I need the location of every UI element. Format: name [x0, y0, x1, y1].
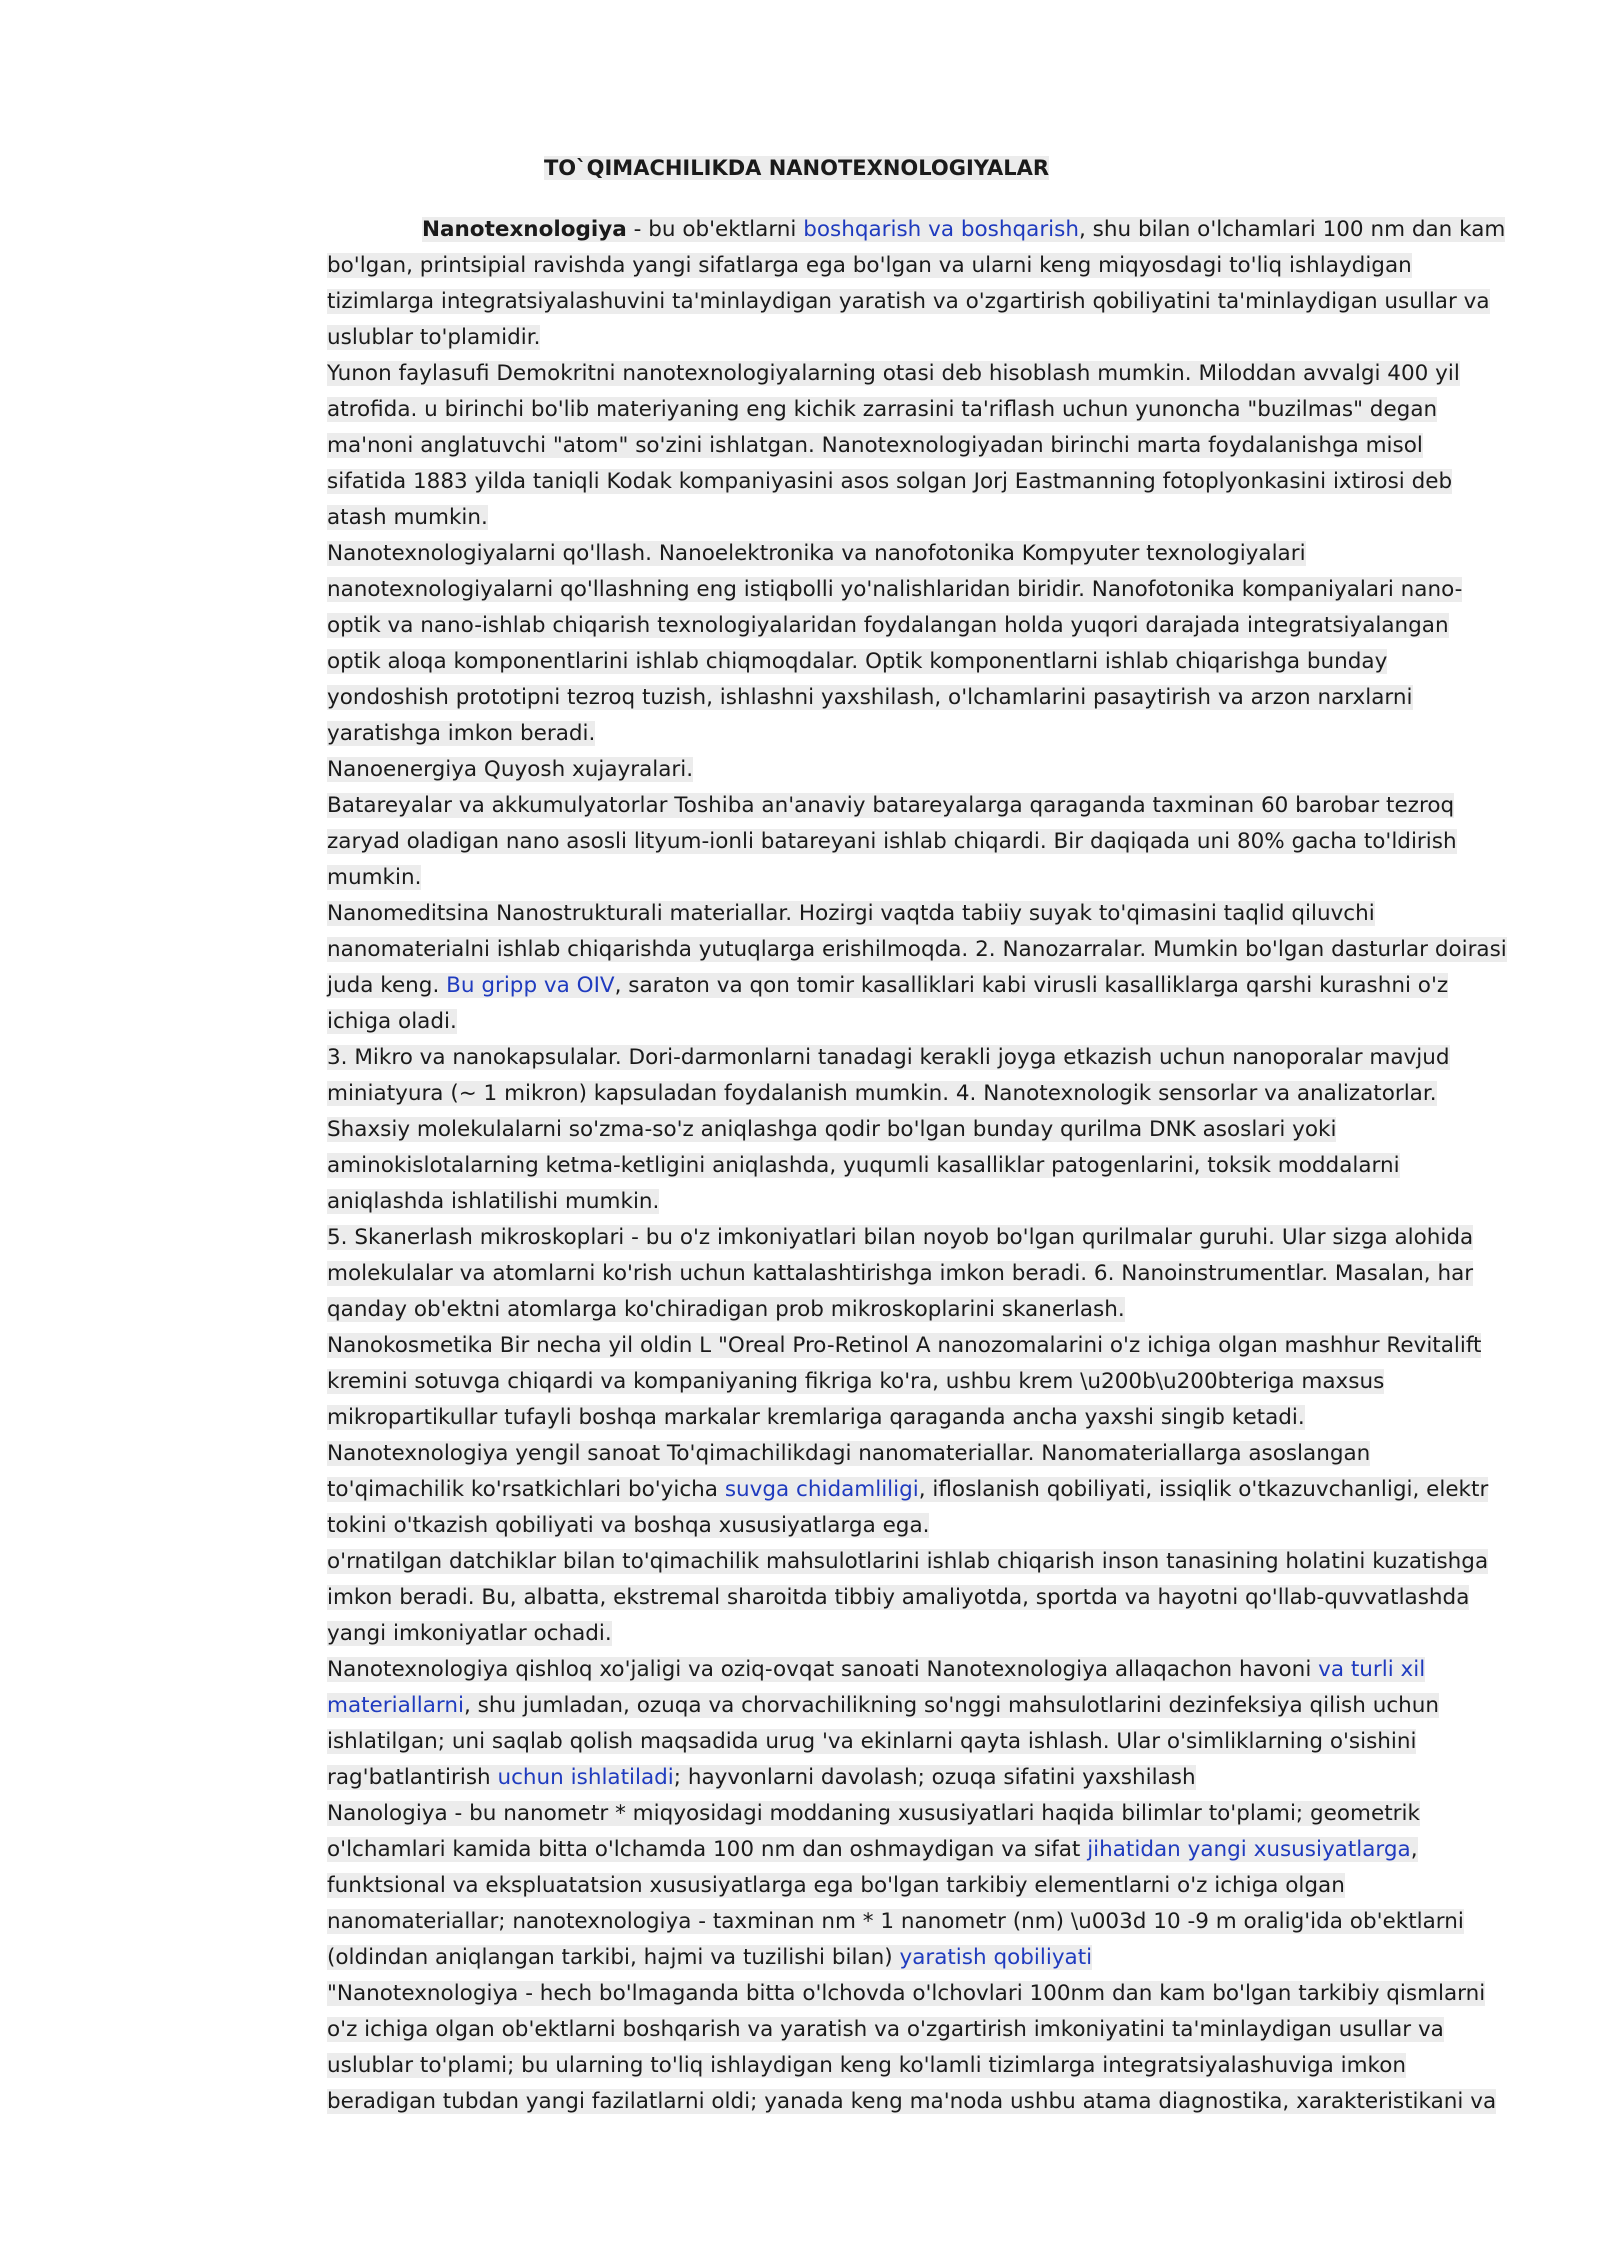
- text-run: o'rnatilgan datchiklar bilan to'qimachilik mahsulotlarini ishlab chiqarish inson tanasining holatini kuzatishga imkon beradi. Bu, albatta, ekstremal sharoitda tibbiy amaliyotda, sportda va hayotni qo'llab-quvvatlashda yangi imkoniyatlar ochadi.: [327, 1549, 1489, 1646]
- inline-link[interactable]: jihatidan yangi xususiyatlarga: [1087, 1837, 1411, 1862]
- paragraph: [327, 1544, 1507, 1652]
- text-run: 3. Mikro va nanokapsulalar. Dori-darmonlarni tanadagi kerakli joyga etkazish uchun nanoporalar mavjud miniatyura (~ 1 mikron) kapsuladan foydalanish mumkin. 4. Nanotexnologik sensorlar va analizatorlar. Shaxsiy molekulalarni so'zma-so'z aniqlashga qodir bo'lgan bunday qurilma DNK asoslari yoki aminokislotalarning ketma-ketligini aniqlashda, yuqumli kasalliklar patogenlarini, toksik moddalarni aniqlashda ishlatilishi mumkin.: [327, 1045, 1450, 1214]
- paragraph: [327, 1328, 1507, 1436]
- paragraph: [327, 1436, 1507, 1544]
- text-run: 5. Skanerlash mikroskoplari - bu o'z imkoniyatlari bilan noyob bo'lgan qurilmalar guruhi. Ular sizga alohida molekulalar va atomlarni ko'rish uchun kattalashtirishga imkon beradi. 6. Nanoinstrumentlar. Masalan, har qanday ob'ektni atomlarga ko'chiradigan prob mikroskoplarini skanerlash.: [327, 1225, 1474, 1322]
- text-run: , saraton va qon tomir kasalliklari kabi virusli kasalliklarga qarshi kurashni o'z ichiga oladi.: [327, 973, 1449, 1034]
- text-run: , ifloslanish qobiliyati, issiqlik o'tkazuvchanligi, elektr tokini o'tkazish qobiliyati va boshqa xususiyatlarga ega.: [327, 1477, 1489, 1538]
- paragraph: [327, 896, 1507, 1040]
- text-run: Nanokosmetika Bir necha yil oldin L "Oreal Pro-Retinol A nanozomalarini o'z ichiga olgan mashhur Revitalift kremini sotuvga chiqardi va kompaniyaning fikriga ko'ra, ushbu krem \u200b\u200bteriga maxsus mikropartikullar tufayli boshqa markalar kremlariga qaraganda ancha yaxshi singib ketadi.: [327, 1333, 1482, 1430]
- text-run: Batareyalar va akkumulyatorlar Toshiba an'anaviy batareyalarga qaraganda taxminan 60 barobar tezroq zaryad oladigan nano asosli lityum-ionli batareyani ishlab chiqardi. Bir daqiqada uni 80% gacha to'ldirish mumkin.: [327, 793, 1457, 890]
- text-run: - bu ob'ektlarni: [626, 217, 804, 242]
- text-run: "Nanotexnologiya - hech bo'lmaganda bitta o'lchovda o'lchovlari 100nm dan kam bo'lgan tarkibiy qismlarni o'z ichiga olgan ob'ektlarni boshqarish va yaratish va o'zgartirish imkoniyatini ta'minlaydigan usullar va uslublar to'plami; bu ularning to'liq ishlaydigan keng ko'lamli tizimlarga integratsiyalashuviga imkon beradigan tubdan yangi fazilatlarni oldi; yanada keng ma'noda ushbu atama diagnostika, xarakteristikani va: [327, 1981, 1497, 2114]
- paragraph: [327, 752, 1507, 788]
- paragraph: [327, 212, 1507, 356]
- text-run: , funktsional va ekspluatatsion xususiyatlarga ega bo'lgan tarkibiy elementlarni o'z ichiga olgan nanomateriallar; nanotexnologiya - taxminan nm * 1 nanometr (nm) \u003d 10 -9 m oralig'ida ob'ektlarni (oldindan aniqlangan tarkibi, hajmi va tuzilishi bilan): [327, 1837, 1464, 1970]
- bold-term: Nanotexnologiya: [422, 217, 627, 242]
- text-run: Nanotexnologiya yengil sanoat To'qimachilikdagi nanomateriallar. Nanomateriallarga asoslangan to'qimachilik ko'rsatkichlari bo'yicha: [327, 1441, 1371, 1502]
- inline-link[interactable]: va turli xil materiallarni: [327, 1657, 1426, 1718]
- text-run: , shu bilan o'lchamlari 100 nm dan kam bo'lgan, printsipial ravishda yangi sifatlarga ega bo'lgan va ularni keng miqyosdagi to'liq ishlaydigan tizimlarga integratsiyalashuvini ta'minlaydigan yaratish va o'zgartirish qobiliyatini ta'minlaydigan usullar va uslublar to'plamidir.: [327, 217, 1506, 350]
- paragraph: [327, 1040, 1507, 1220]
- document-title: [169, 150, 1424, 186]
- paragraph: [327, 1976, 1507, 2120]
- document-title-text: TO`QIMACHILIKDA NANOTEXNOLOGIYALAR: [543, 156, 1050, 180]
- text-run: Nanomeditsina Nanostrukturali materiallar. Hozirgi vaqtda tabiiy suyak to'qimasini taqlid qiluvchi nanomaterialni ishlab chiqarishda yutuqlarga erishilmoqda. 2. Nanozarralar. Mumkin bo'lgan dasturlar doirasi juda keng.: [327, 901, 1507, 998]
- text-run: Nanotexnologiya qishloq xo'jaligi va oziq-ovqat sanoati Nanotexnologiya allaqachon havoni: [327, 1657, 1319, 1682]
- paragraph: [327, 1220, 1507, 1328]
- text-run: Nanologiya - bu nanometr * miqyosidagi moddaning xususiyatlari haqida bilimlar to'plami; geometrik o'lchamlari kamida bitta o'lchamda 100 nm dan oshmaydigan va sifat: [327, 1801, 1420, 1862]
- document-body: [327, 212, 1507, 2120]
- paragraph: [327, 1652, 1507, 1796]
- text-run: ; hayvonlarni davolash; ozuqa sifatini yaxshilash: [673, 1765, 1196, 1790]
- paragraph: [327, 788, 1507, 896]
- text-run: Nanoenergiya Quyosh xujayralari.: [327, 757, 694, 782]
- document-page: [327, 150, 1507, 2120]
- paragraph: [327, 536, 1507, 752]
- inline-link[interactable]: boshqarish va boshqarish: [803, 217, 1079, 242]
- paragraph: [327, 356, 1507, 536]
- inline-link[interactable]: yaratish qobiliyati: [899, 1945, 1093, 1970]
- text-run: Nanotexnologiyalarni qo'llash. Nanoelektronika va nanofotonika Kompyuter texnologiyalari nanotexnologiyalarni qo'llashning eng istiqbolli yo'nalishlaridan biridir. Nanofotonika kompaniyalari nano-optik va nano-ishlab chiqarish texnologiyalaridan foydalangan holda yuqori darajada integratsiyalangan optik aloqa komponentlarini ishlab chiqmoqdalar. Optik komponentlarni ishlab chiqarishga bunday yondoshish prototipni tezroq tuzish, ishlashni yaxshilash, o'lchamlarini pasaytirish va arzon narxlarni yaratishga imkon beradi.: [327, 541, 1463, 746]
- inline-link[interactable]: uchun ishlatiladi: [497, 1765, 674, 1790]
- inline-link[interactable]: Bu gripp va OIV: [446, 973, 615, 998]
- inline-link[interactable]: suvga chidamliligi: [724, 1477, 919, 1502]
- paragraph: [327, 1796, 1507, 1976]
- text-run: , shu jumladan, ozuqa va chorvachilikning so'nggi mahsulotlarini dezinfeksiya qilish uchun ishlatilgan; uni saqlab qolish maqsadida urug 'va ekinlarni qayta ishlash. Ular o'simliklarning o'sishini rag'batlantirish: [327, 1693, 1440, 1790]
- text-run: Yunon faylasufi Demokritni nanotexnologiyalarning otasi deb hisoblash mumkin. Miloddan avvalgi 400 yil atrofida. u birinchi bo'lib materiyaning eng kichik zarrasini ta'riflash uchun yunoncha "buzilmas" degan ma'noni anglatuvchi "atom" so'zini ishlatgan. Nanotexnologiyadan birinchi marta foydalanishga misol sifatida 1883 yilda taniqli Kodak kompaniyasini asos solgan Jorj Eastmanning fotoplyonkasini ixtirosi deb atash mumkin.: [327, 361, 1460, 530]
